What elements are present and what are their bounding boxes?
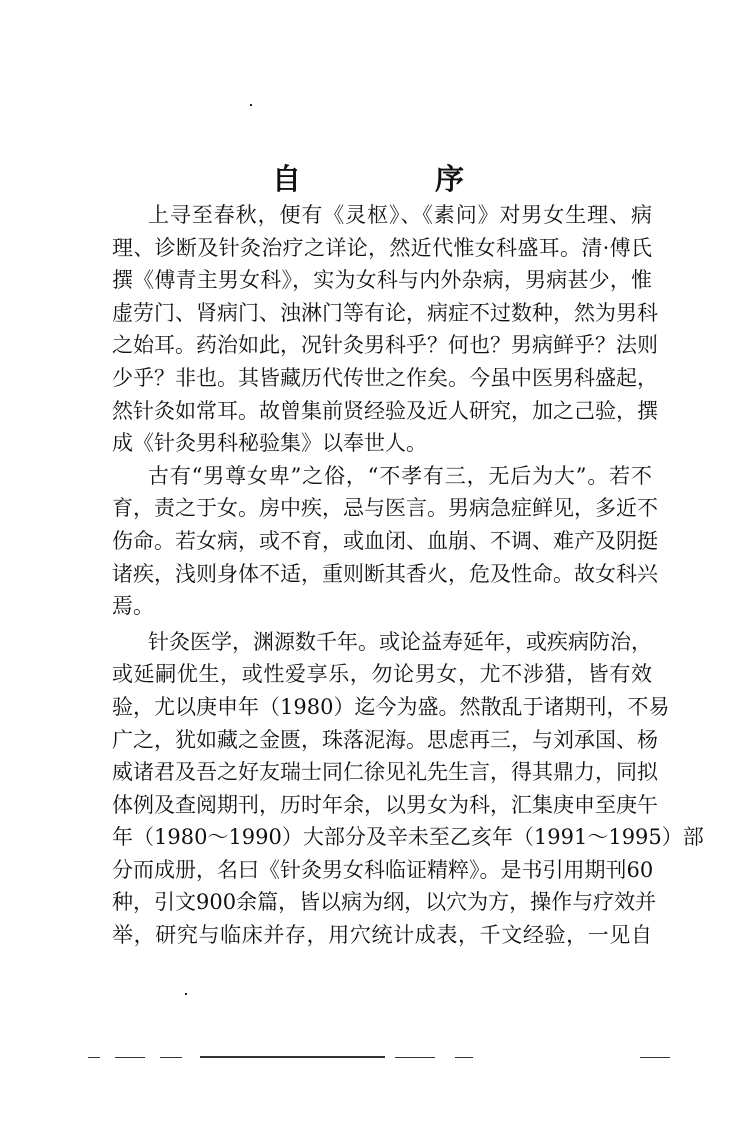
- text-line: 撰《傅青主男女科》，实为女科与内外杂病，男病甚少，惟: [112, 268, 652, 293]
- text-line: 成《针灸男科秘验集》以奉世人。: [112, 431, 427, 456]
- text-line: 年（1980～1990）大部分及辛未至乙亥年（1991～1995）部: [112, 825, 704, 850]
- text-line: 验，尤以庚申年（1980）迄今为盛。然散乱于诸期刊，不易: [112, 694, 670, 719]
- paragraph-1: [112, 199, 658, 460]
- text-line: 体例及查阅期刊，历时年余，以男女为科，汇集庚申至庚午: [112, 792, 658, 817]
- text-line: 虚劳门、肾病门、浊淋门等有论，病症不过数种，然为男科: [112, 300, 658, 325]
- text-line: 种，引文900余篇，皆以病为纲，以穴为方，操作与疗效并: [112, 890, 657, 915]
- paragraph-3: [112, 626, 704, 952]
- preface-body: [112, 199, 704, 952]
- text-line: 或延嗣优生，或性爱享乐，勿论男女，尤不涉猎，皆有效: [112, 662, 652, 687]
- text-line: 举，研究与临床并存，用穴统计成表，千文经验，一见自: [112, 923, 652, 948]
- paragraph-2: [112, 460, 658, 623]
- text-line: 针灸医学，渊源数千年。或论益寿延年，或疾病防治，: [148, 629, 652, 654]
- text-line: 之始耳。药治如此，况针灸男科乎？何也？男病鲜乎？法则: [112, 333, 658, 358]
- text-line: 广之，犹如藏之金匮，珠落泥海。思虑再三，与刘承国、杨: [112, 727, 658, 752]
- text-line: 威诸君及吾之好友瑞士同仁徐见礼先生言，得其鼎力，同拟: [112, 760, 658, 785]
- text-line: 伤命。若女病，或不育，或血闭、血崩、不调、难产及阴挺: [112, 528, 658, 553]
- scan-speck: [185, 993, 187, 995]
- page-title: 自 序: [271, 162, 527, 197]
- text-line: 然针灸如常耳。故曾集前贤经验及近人研究，加之己验，撰: [112, 398, 658, 423]
- text-line: 焉。: [112, 594, 154, 619]
- scan-speck: [250, 104, 252, 106]
- text-line: 古有“男尊女卑”之俗，“不孝有三，无后为大”。若不: [148, 463, 652, 488]
- text-line: 少乎？非也。其皆藏历代传世之作矣。今虽中医男科盛起，: [112, 365, 658, 390]
- text-line: 分而成册，名曰《针灸男女科临证精粹》。是书引用期刊60: [112, 857, 654, 882]
- text-line: 理、诊断及针灸治疗之详论，然近代惟女科盛耳。清·傅氏: [112, 235, 652, 260]
- text-line: 诸疾，浅则身体不适，重则断其香火，危及性命。故女科兴: [112, 561, 658, 586]
- text-line: 上寻至春秋，便有《灵枢》、《素问》对男女生理、病: [148, 203, 652, 227]
- text-line: 育，责之于女。房中疾，忌与医言。男病急症鲜见，多近不: [112, 496, 658, 521]
